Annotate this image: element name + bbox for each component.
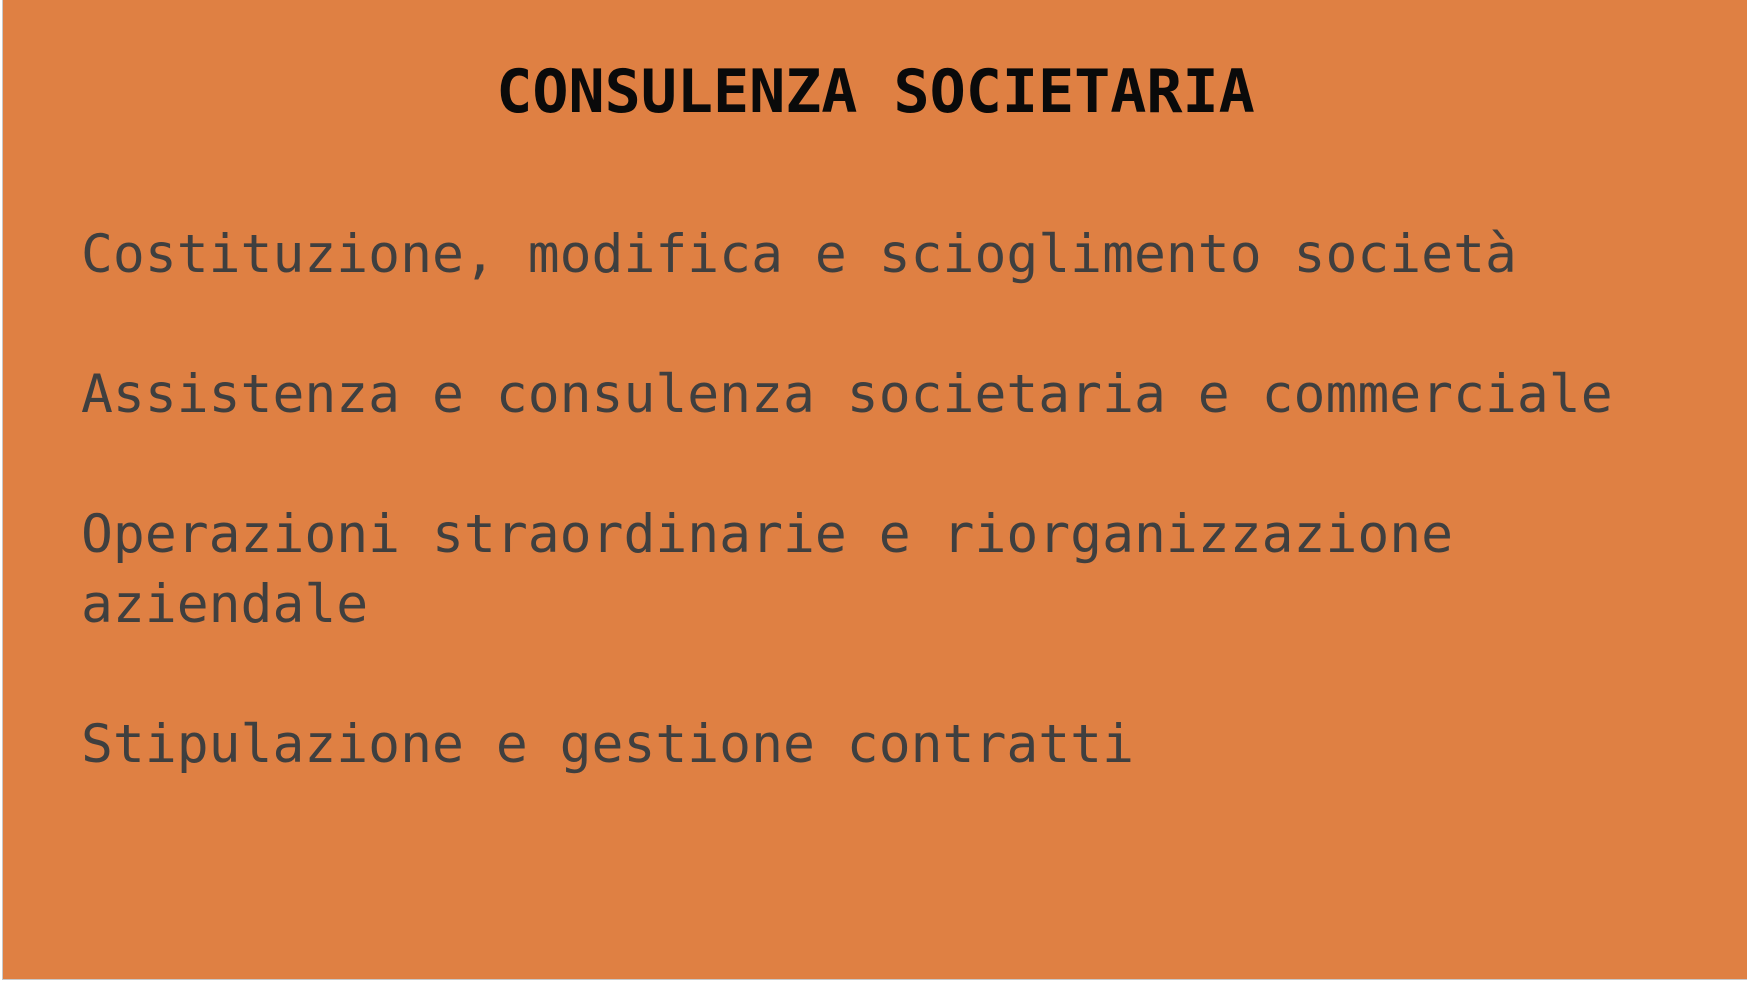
list-item: Operazioni straordinarie e riorganizzazione aziendale (81, 504, 1454, 635)
slide (2, 0, 1747, 980)
list-item: Assistenza e consulenza societaria e commerciale (81, 364, 1613, 425)
service-list (81, 220, 1681, 850)
slide-title: CONSULENZA SOCIETARIA (496, 57, 1255, 127)
list-item: Stipulazione e gestione contratti (81, 714, 1134, 775)
list-item: Costituzione, modifica e scioglimento società (81, 224, 1517, 285)
